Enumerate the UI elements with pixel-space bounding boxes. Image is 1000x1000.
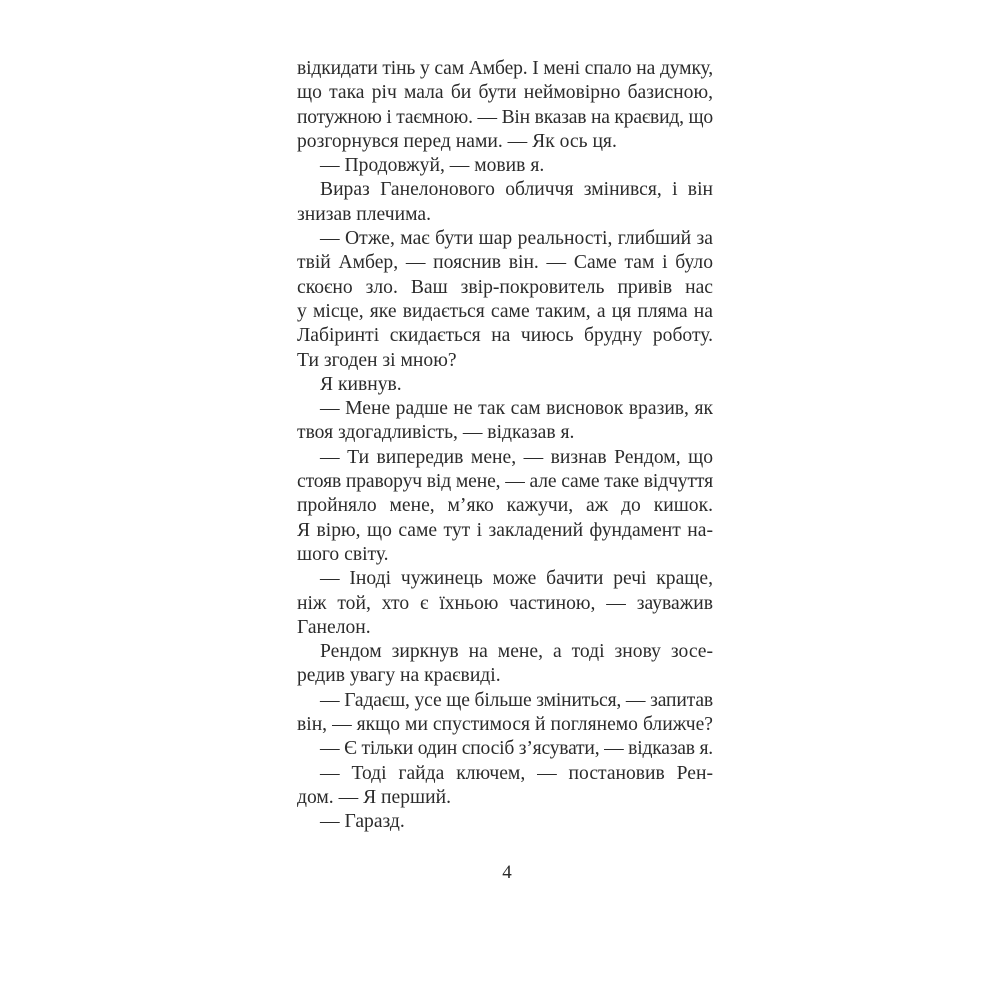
- text-line: потужною і таємною. — Він вказав на краєвид, що: [297, 106, 713, 128]
- text-line: стояв праворуч від мене, — але саме таке відчуття: [297, 471, 713, 493]
- text-line: Я вірю, що саме тут і закладений фундамент на-: [297, 519, 713, 541]
- text-line: — Отже, має бути шар реальності, глибший за: [320, 228, 713, 250]
- text-line: редив увагу на краєвиді.: [297, 665, 501, 687]
- page-number: 4: [502, 862, 512, 883]
- text-line: що така річ мала би бути неймовірно базисною,: [297, 82, 713, 104]
- text-line: твій Амбер, — пояснив він. — Саме там і було: [297, 252, 713, 274]
- text-line: — Є тільки один спосіб з’ясувати, — відказав я.: [320, 738, 713, 760]
- text-line: скоєно зло. Ваш звір-покровитель привів нас: [297, 276, 713, 298]
- text-line: у місце, яке видається саме таким, а ця пляма на: [297, 300, 713, 322]
- text-line: Лабіринті скидається на чиюсь брудну роботу.: [297, 325, 713, 347]
- text-line: розгорнувся перед нами. — Як ось ця.: [297, 130, 617, 152]
- text-line: знизав плечима.: [297, 203, 431, 225]
- text-line: — Мене радше не так сам висновок вразив, як: [320, 398, 713, 420]
- text-line: він, — якщо ми спустимося й поглянемо ближче?: [297, 714, 713, 736]
- text-line: — Гадаєш, усе ще більше зміниться, — запитав: [320, 689, 713, 711]
- text-line: Рендом зиркнув на мене, а тоді знову зосе-: [320, 641, 713, 663]
- text-line: шого світу.: [297, 543, 389, 565]
- text-line: — Продовжуй, — мовив я.: [320, 155, 545, 177]
- text-line: — Гаразд.: [320, 811, 405, 833]
- text-line: — Ти випередив мене, — визнав Рендом, що: [320, 446, 713, 468]
- body-text: [297, 57, 713, 835]
- text-line: пройняло мене, м’яко кажучи, аж до кишок.: [297, 495, 713, 517]
- text-line: дом. — Я перший.: [297, 786, 451, 808]
- text-line: ніж той, хто є їхньою частиною, — зауважив: [297, 592, 713, 614]
- text-line: Я кивнув.: [320, 373, 402, 395]
- text-line: — Іноді чужинець може бачити речі краще,: [320, 568, 713, 590]
- text-line: твоя здогадливість, — відказав я.: [297, 422, 575, 444]
- text-line: Ти згоден зі мною?: [297, 349, 457, 371]
- text-line: — Тоді гайда ключем, — постановив Рен-: [320, 762, 713, 784]
- text-line: Ганелон.: [297, 616, 371, 638]
- text-line: Вираз Ганелонового обличчя змінився, і він: [320, 179, 713, 201]
- text-line: відкидати тінь у сам Амбер. І мені спало на думку,: [297, 58, 713, 79]
